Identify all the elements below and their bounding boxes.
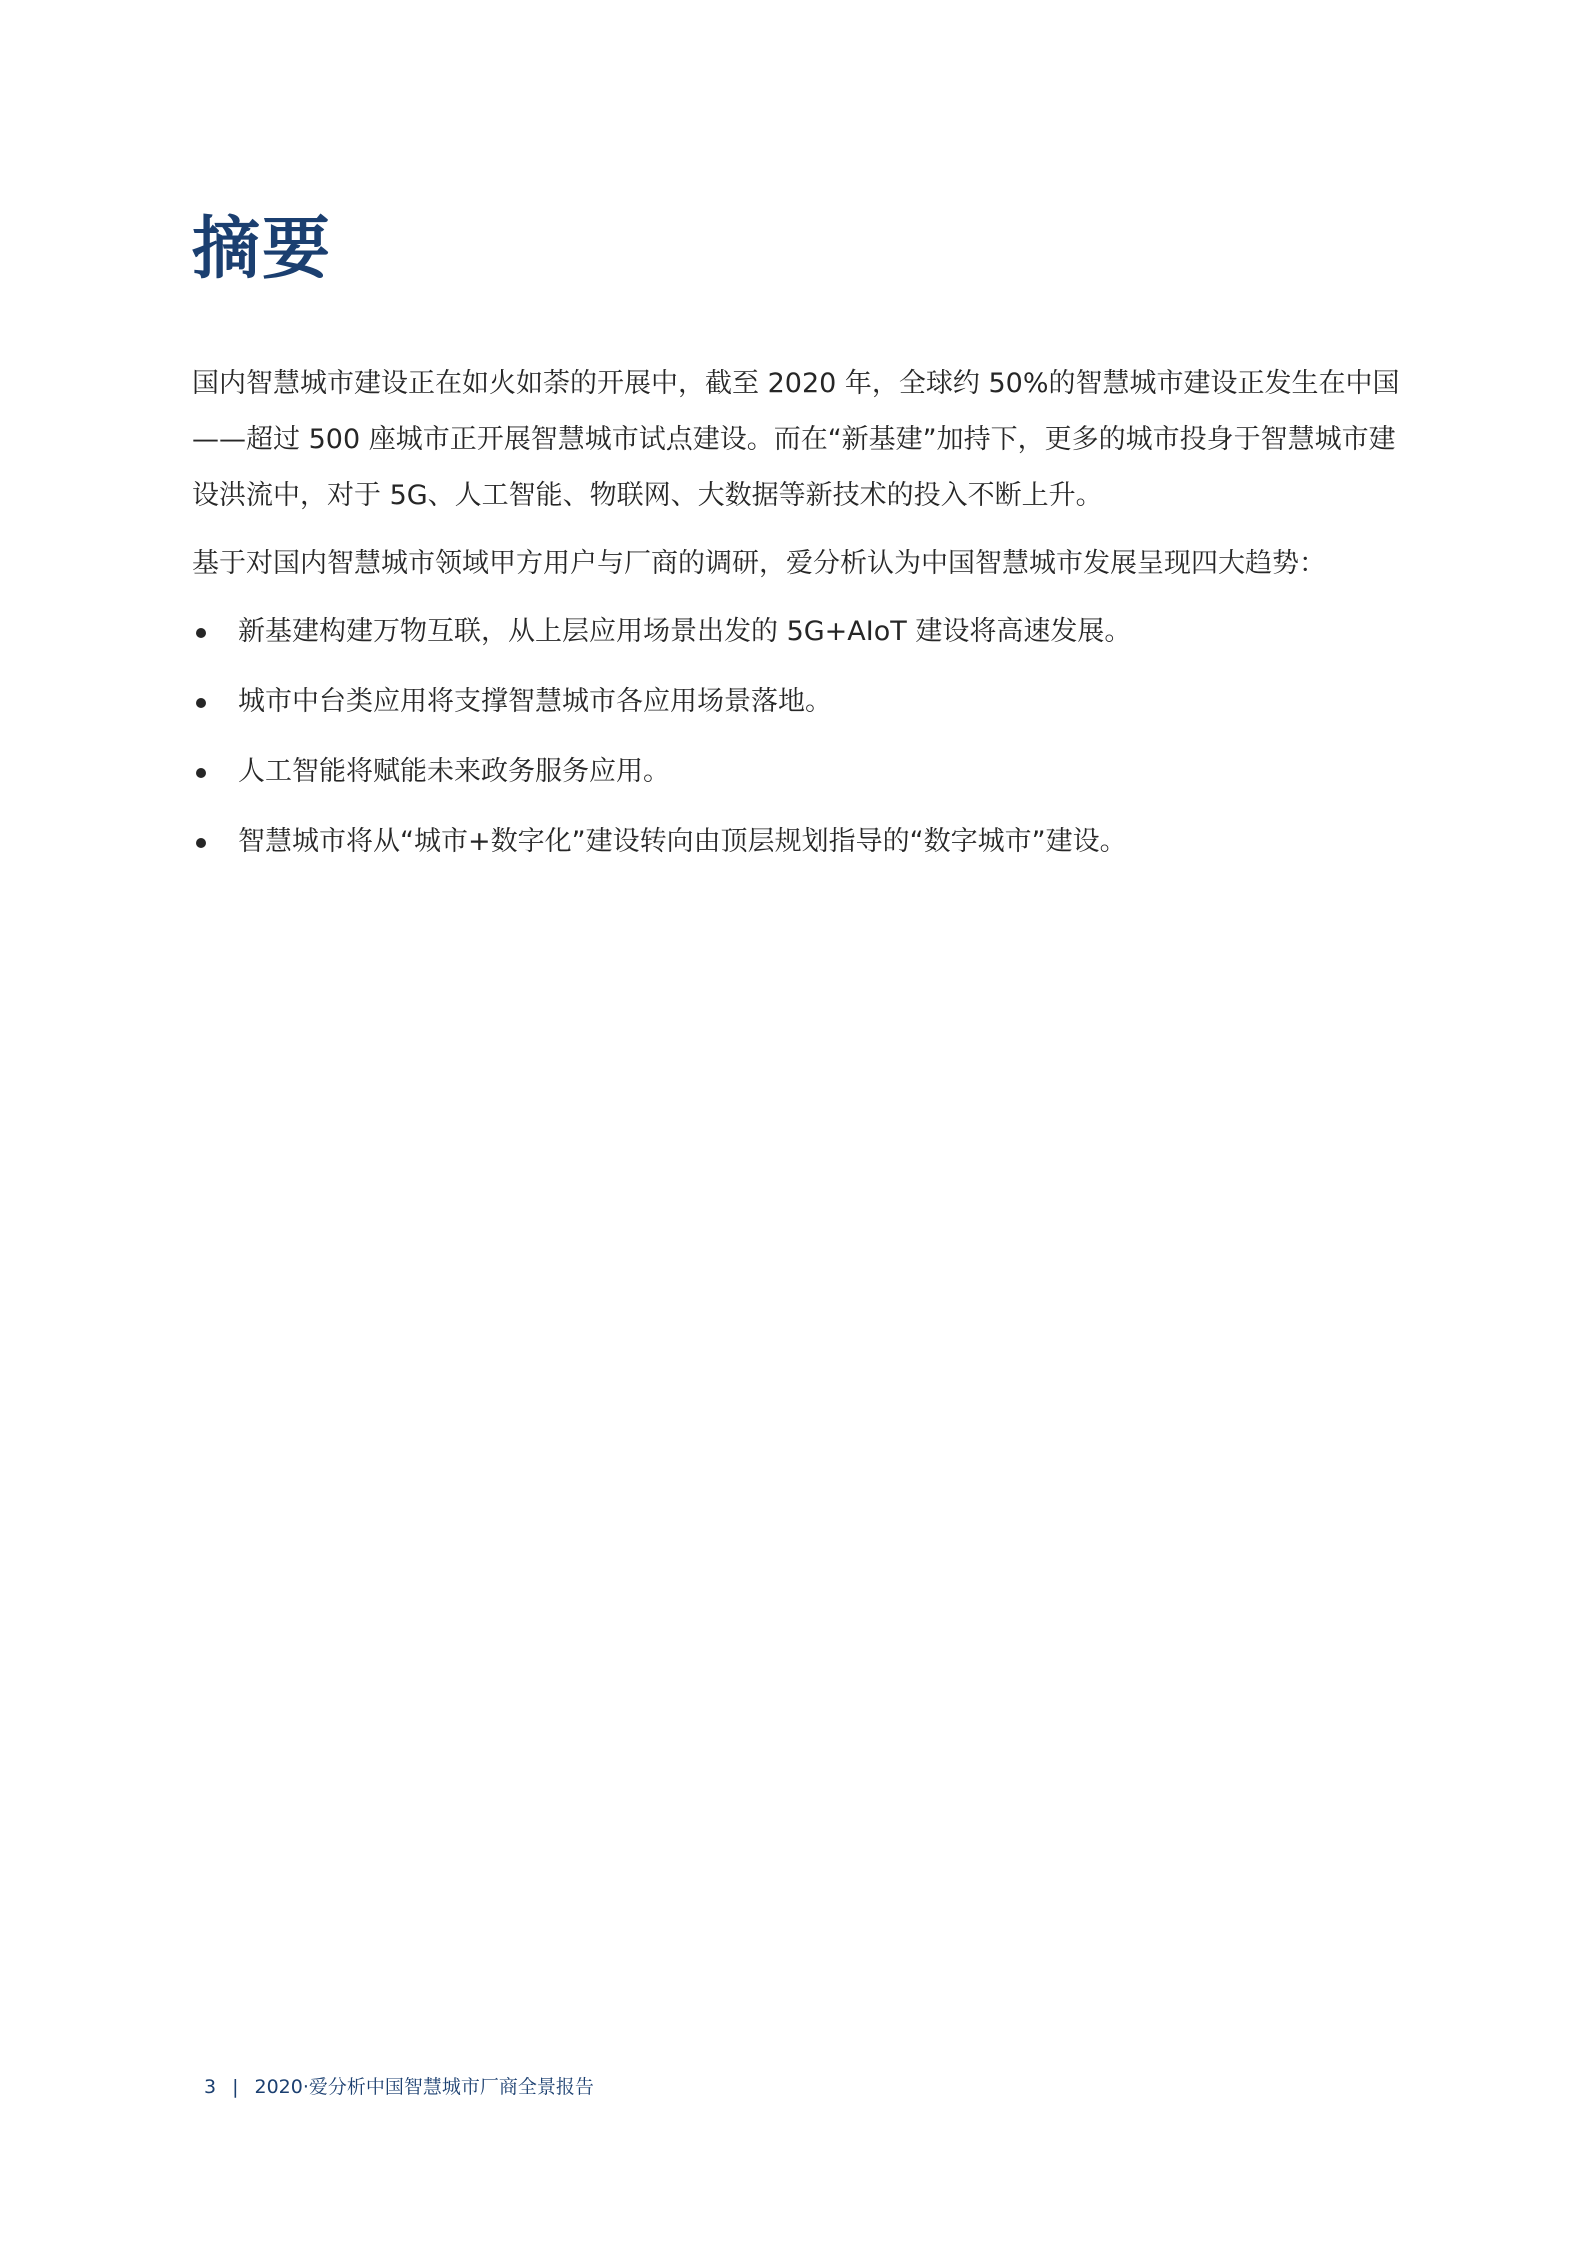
bullet-icon <box>196 838 206 848</box>
footer-separator: | <box>232 2076 239 2098</box>
trend-list <box>192 604 1407 870</box>
page-title: 摘要 <box>192 210 333 289</box>
trend-list-item <box>192 744 1407 800</box>
page-number: 3 <box>204 2076 217 2098</box>
trends-intro-paragraph: 基于对国内智慧城市领域甲方用户与厂商的调研，爱分析认为中国智慧城市发展呈现四大趋势： <box>192 548 1326 579</box>
trend-text: 人工智能将赋能未来政务服务应用。 <box>238 756 670 787</box>
intro-paragraph: 国内智慧城市建设正在如火如荼的开展中，截至 2020 年，全球约 50%的智慧城市建设正发生在中国——超过 500 座城市正开展智慧城市试点建设。而在“新基建”加持下，更多的城市投身于智慧城市建设洪流中，对于 5G、人工智能、物联网、大数据等新技术的投入不断上升。 <box>192 368 1400 511</box>
trend-text: 城市中台类应用将支撑智慧城市各应用场景落地。 <box>238 686 832 717</box>
trend-text: 智慧城市将从“城市+数字化”建设转向由顶层规划指导的“数字城市”建设。 <box>238 826 1127 857</box>
trend-text: 新基建构建万物互联，从上层应用场景出发的 5G+AIoT 建设将高速发展。 <box>238 616 1132 647</box>
bullet-icon <box>196 768 206 778</box>
bullet-icon <box>196 698 206 708</box>
bullet-icon <box>196 628 206 638</box>
page-footer <box>204 2073 594 2101</box>
trend-list-item <box>192 674 1407 730</box>
report-title: 2020·爱分析中国智慧城市厂商全景报告 <box>254 2076 594 2098</box>
summary-body <box>192 356 1407 884</box>
trend-list-item <box>192 604 1407 660</box>
trend-list-item <box>192 814 1407 870</box>
